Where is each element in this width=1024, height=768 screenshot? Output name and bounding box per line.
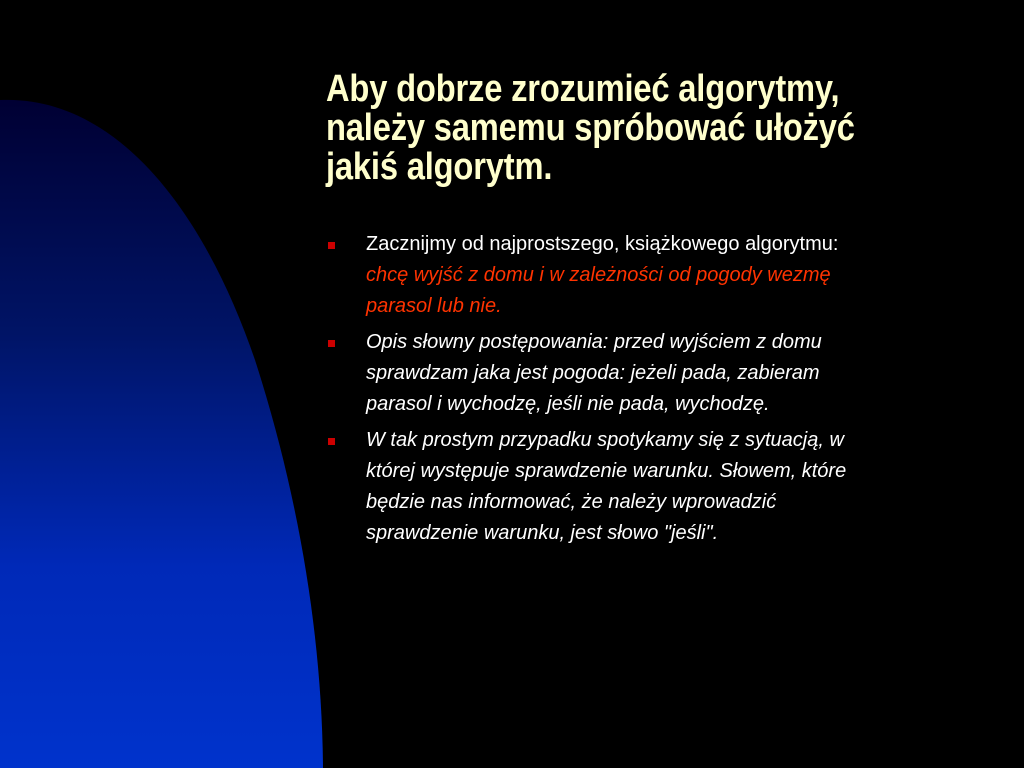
bullet-text: parasol i wychodzę, jeśli nie pada, wychodzę. xyxy=(366,393,770,415)
square-bullet-icon xyxy=(328,438,335,445)
decorative-blue-arc xyxy=(0,0,330,768)
title-line: Aby dobrze zrozumieć algorytmy, xyxy=(326,68,840,110)
slide-title xyxy=(326,70,911,187)
bullet-item xyxy=(326,327,996,420)
bullet-list xyxy=(326,229,996,554)
bullet-item xyxy=(326,229,996,322)
bullet-text-highlight: chcę wyjść z domu i w zależności od pogody wezmę xyxy=(366,264,831,286)
square-bullet-icon xyxy=(328,242,335,249)
title-line: jakiś algorytm. xyxy=(326,146,553,188)
bullet-text: sprawdzam jaka jest pogoda: jeżeli pada, zabieram xyxy=(366,362,820,384)
bullet-item xyxy=(326,425,996,549)
bullet-text: której występuje sprawdzenie warunku. Słowem, które xyxy=(366,460,847,482)
bullet-text: Opis słowny postępowania: przed wyjściem z domu xyxy=(366,331,822,353)
bullet-text: sprawdzenie warunku, jest słowo "jeśli". xyxy=(366,522,719,544)
title-line: należy samemu spróbować ułożyć xyxy=(326,107,855,149)
bullet-text: będzie nas informować, że należy wprowadzić xyxy=(366,491,777,513)
square-bullet-icon xyxy=(328,340,335,347)
bullet-text: W tak prostym przypadku spotykamy się z sytuacją, w xyxy=(366,429,844,451)
bullet-text: Zacznijmy od najprostszego, książkowego algorytmu: xyxy=(366,233,839,255)
bullet-text-highlight: parasol lub nie. xyxy=(366,295,502,317)
